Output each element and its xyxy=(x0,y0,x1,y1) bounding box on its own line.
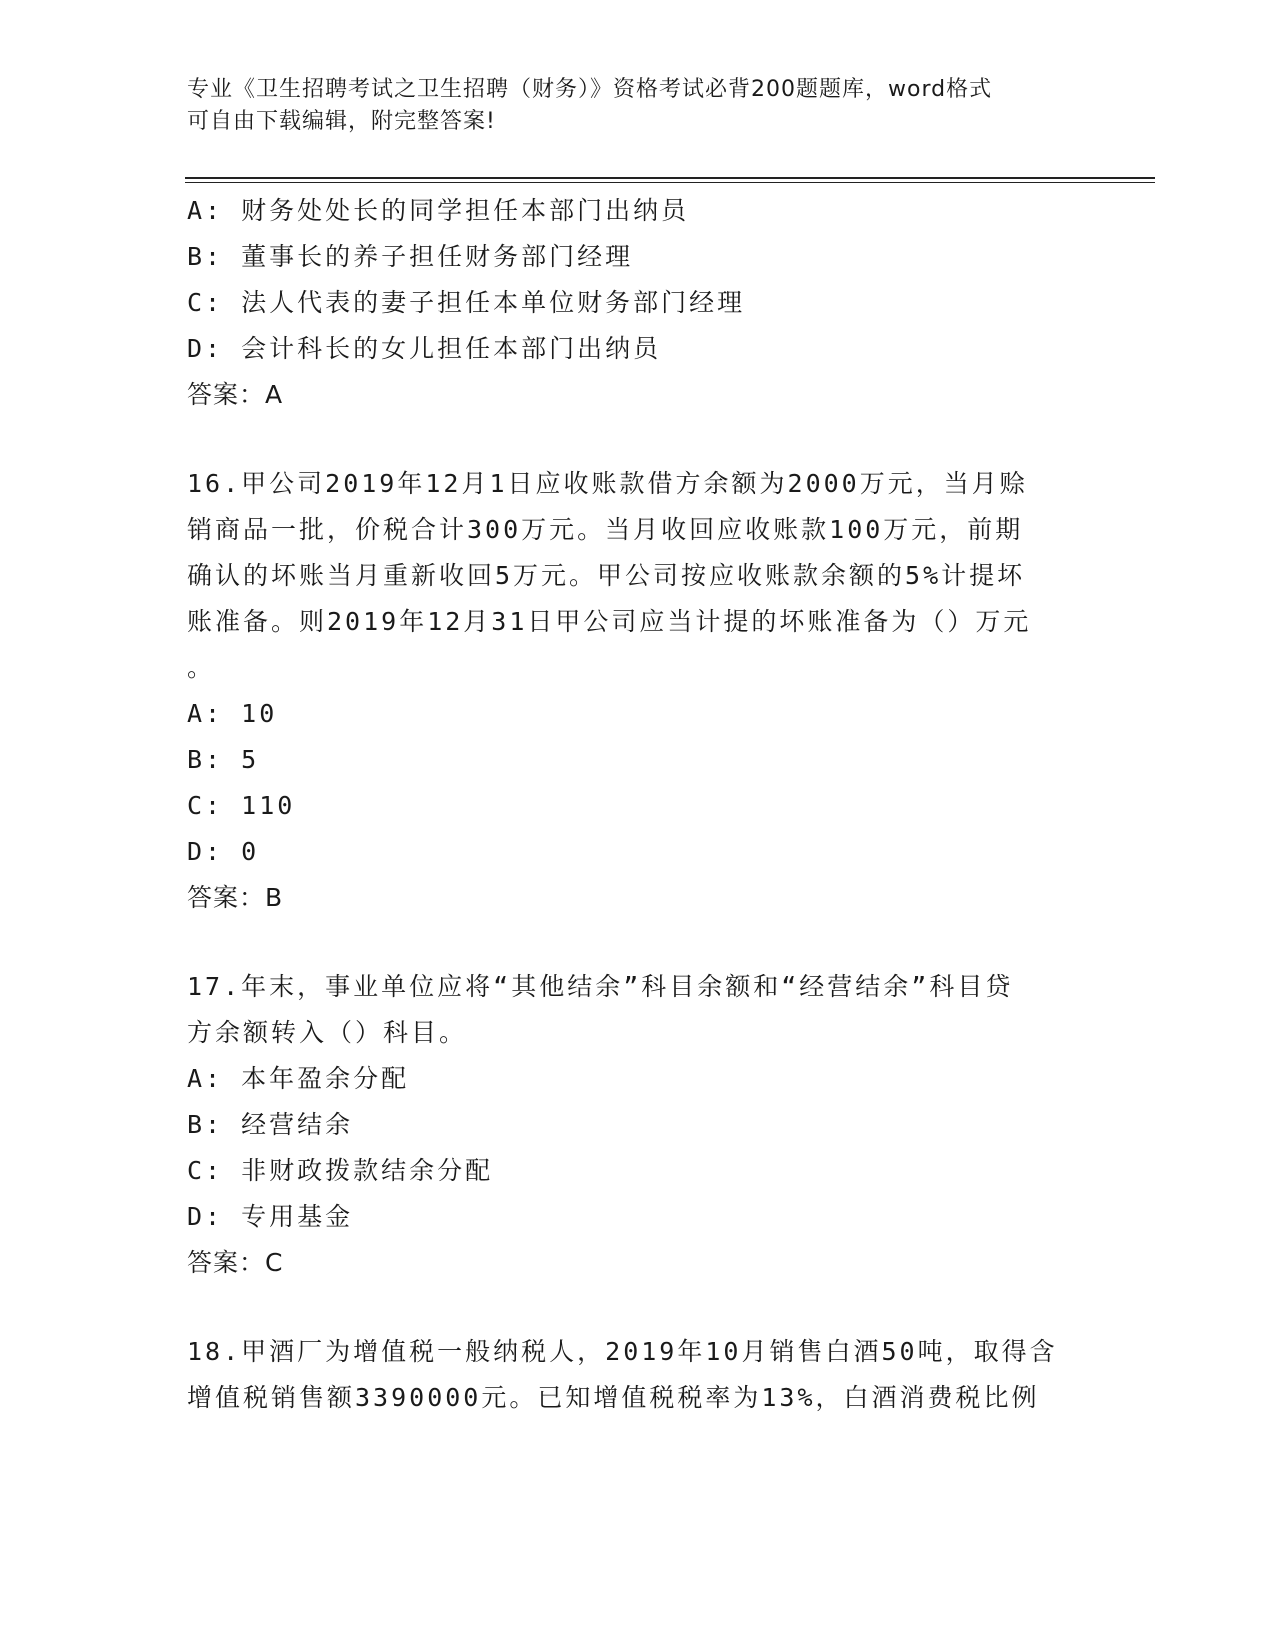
answer: 答案：B xyxy=(187,883,284,912)
option-d: D: 会计科长的女儿担任本部门出纳员 xyxy=(187,334,662,363)
option-b: B: 5 xyxy=(187,745,260,774)
option-d: D: 专用基金 xyxy=(187,1202,354,1231)
question-16 xyxy=(187,461,1087,921)
header-rule-thick xyxy=(185,177,1155,179)
option-a: A: 本年盈余分配 xyxy=(187,1064,410,1093)
question-text-line: 账准备。则2019年12月31日甲公司应当计提的坏账准备为（）万元 xyxy=(187,607,1032,636)
option-c: C: 非财政拨款结余分配 xyxy=(187,1156,494,1185)
option-a: A: 10 xyxy=(187,699,278,728)
document-body xyxy=(187,188,1087,1421)
option-b: B: 经营结余 xyxy=(187,1110,354,1139)
question-text-line: 16.甲公司2019年12月1日应收账款借方余额为2000万元，当月赊 xyxy=(187,469,1028,498)
document-header xyxy=(187,74,1087,138)
option-a: A: 财务处处长的同学担任本部门出纳员 xyxy=(187,196,690,225)
question-17 xyxy=(187,964,1087,1286)
answer: 答案：C xyxy=(187,1248,284,1277)
question-text-line: 方余额转入（）科目。 xyxy=(187,1018,468,1047)
header-line-1: 专业《卫生招聘考试之卫生招聘（财务）》资格考试必背200题题库，word格式 xyxy=(187,77,993,102)
question-text-line: 17.年末，事业单位应将“其他结余”科目余额和“经营结余”科目贷 xyxy=(187,972,1014,1001)
question-text-line: 18.甲酒厂为增值税一般纳税人，2019年10月销售白酒50吨，取得含 xyxy=(187,1337,1058,1366)
question-18 xyxy=(187,1329,1087,1421)
header-rule-thin xyxy=(185,182,1155,183)
question-text-line: 增值税销售额3390000元。已知增值税税率为13%，白酒消费税比例 xyxy=(187,1383,1040,1412)
option-c: C: 110 xyxy=(187,791,296,820)
option-b: B: 董事长的养子担任财务部门经理 xyxy=(187,242,634,271)
question-15 xyxy=(187,188,1087,418)
question-text-line: 销商品一批，价税合计300万元。当月收回应收账款100万元，前期 xyxy=(187,515,1024,544)
option-c: C: 法人代表的妻子担任本单位财务部门经理 xyxy=(187,288,746,317)
question-text-line: 确认的坏账当月重新收回5万元。甲公司按应收账款余额的5%计提坏 xyxy=(187,561,1026,590)
header-line-2: 可自由下载编辑，附完整答案! xyxy=(187,109,496,134)
question-text-line: 。 xyxy=(187,653,216,682)
option-d: D: 0 xyxy=(187,837,260,866)
answer: 答案：A xyxy=(187,380,284,409)
